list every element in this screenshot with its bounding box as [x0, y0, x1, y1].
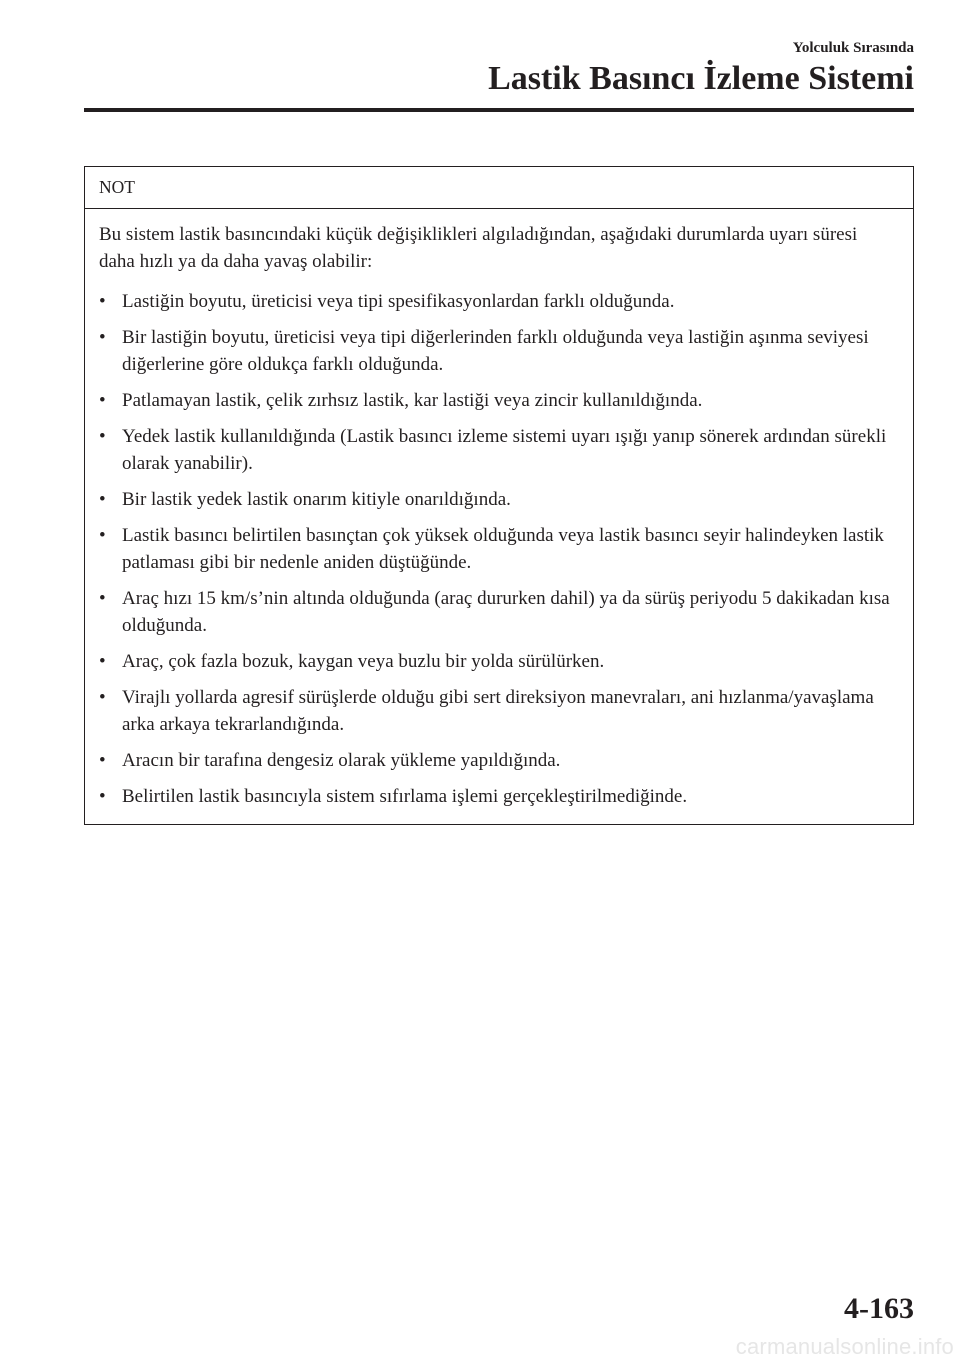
list-item-text: Aracın bir tarafına dengesiz olarak yükleme yapıldığında.	[122, 750, 561, 771]
list-item-text: Bir lastiğin boyutu, üreticisi veya tipi diğerlerinden farklı olduğunda veya lastiğin aşınma seviyesi diğerlerine göre oldukça farklı olduğunda.	[122, 327, 869, 375]
note-box	[84, 166, 914, 825]
bullet-icon: •	[99, 525, 106, 546]
note-intro: Bu sistem lastik basıncındaki küçük değişiklikleri algıladığından, aşağıdaki durumlarda uyarı süresi daha hızlı ya da daha yavaş olabilir:	[99, 224, 858, 272]
bullet-icon: •	[99, 327, 106, 348]
section-label: Yolculuk Sırasında	[792, 40, 914, 56]
list-item-text: Araç hızı 15 km/s’nin altında olduğunda (araç dururken dahil) ya da sürüş periyodu 5 dakikadan kısa olduğunda.	[122, 588, 890, 636]
list-item	[99, 288, 897, 315]
header-rule	[84, 108, 914, 112]
list-item-text: Lastiğin boyutu, üreticisi veya tipi spesifikasyonlardan farklı olduğunda.	[122, 291, 675, 312]
list-item	[99, 684, 897, 738]
list-item-text: Belirtilen lastik basıncıyla sistem sıfırlama işlemi gerçekleştirilmediğinde.	[122, 786, 688, 807]
list-item	[99, 747, 897, 774]
list-item-text: Virajlı yollarda agresif sürüşlerde olduğu gibi sert direksiyon manevraları, ani hızlanma/yavaşlama arka arkaya tekrarlandığında.	[122, 687, 874, 735]
page-number: 4-163	[844, 1292, 914, 1325]
bullet-icon: •	[99, 687, 106, 708]
list-item-text: Lastik basıncı belirtilen basınçtan çok yüksek olduğunda veya lastik basıncı seyir halindeyken lastik patlaması gibi bir nedenle aniden düştüğünde.	[122, 525, 884, 573]
list-item-text: Bir lastik yedek lastik onarım kitiyle onarıldığında.	[122, 489, 511, 510]
watermark: carmanualsonline.info	[735, 1334, 954, 1359]
note-list	[85, 288, 913, 810]
bullet-icon: •	[99, 489, 106, 510]
bullet-icon: •	[99, 750, 106, 771]
list-item	[99, 648, 897, 675]
list-item-text: Araç, çok fazla bozuk, kaygan veya buzlu bir yolda sürülürken.	[122, 651, 605, 672]
bullet-icon: •	[99, 651, 106, 672]
list-item	[99, 486, 897, 513]
list-item	[99, 585, 897, 639]
note-heading: NOT	[85, 167, 913, 209]
list-item-text: Yedek lastik kullanıldığında (Lastik basıncı izleme sistemi uyarı ışığı yanıp sönerek ardından sürekli olarak yanabilir).	[122, 426, 887, 474]
list-item	[99, 522, 897, 576]
list-item	[99, 324, 897, 378]
list-item	[99, 783, 897, 810]
bullet-icon: •	[99, 390, 106, 411]
list-item	[99, 387, 897, 414]
bullet-icon: •	[99, 588, 106, 609]
bullet-icon: •	[99, 291, 106, 312]
list-item-text: Patlamayan lastik, çelik zırhsız lastik, kar lastiği veya zincir kullanıldığında.	[122, 390, 703, 411]
page-title: Lastik Basıncı İzleme Sistemi	[488, 60, 914, 97]
bullet-icon: •	[99, 426, 106, 447]
bullet-icon: •	[99, 786, 106, 807]
list-item	[99, 423, 897, 477]
